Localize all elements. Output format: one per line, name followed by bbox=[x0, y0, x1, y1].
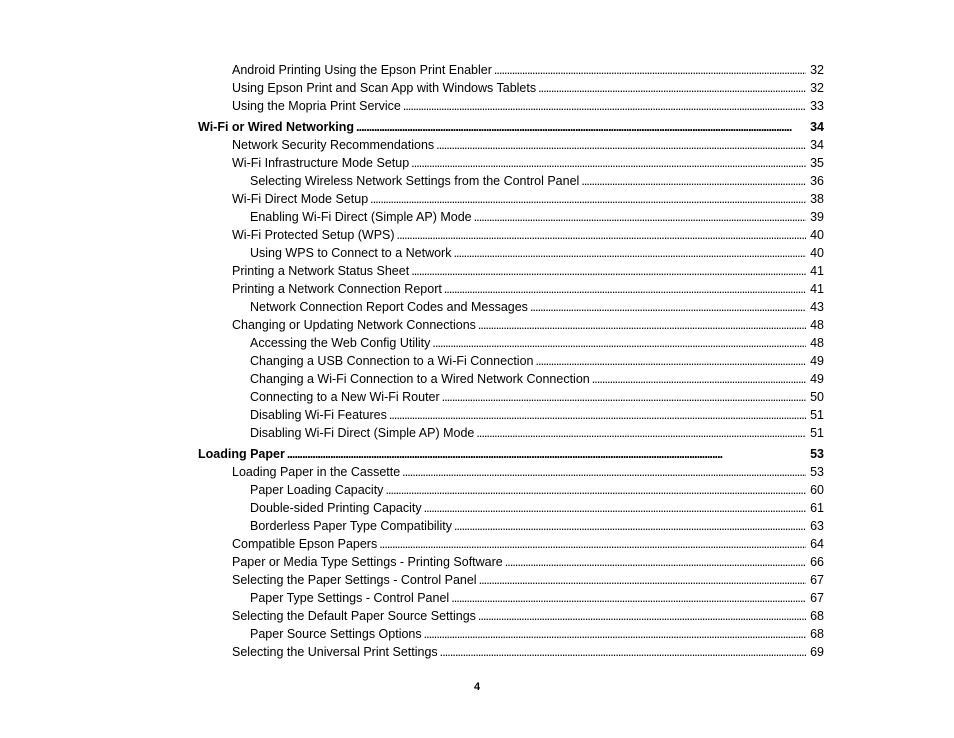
toc-entry-page: 48 bbox=[810, 318, 824, 332]
toc-entry-title: Enabling Wi-Fi Direct (Simple AP) Mode bbox=[250, 210, 472, 224]
toc-entry-title: Wi-Fi Infrastructure Mode Setup bbox=[232, 156, 410, 170]
toc-entry-title: Paper Type Settings - Control Panel bbox=[250, 591, 450, 605]
toc-entry-title: Selecting the Default Paper Source Settings bbox=[232, 609, 476, 623]
toc-entry-page: 49 bbox=[810, 354, 824, 368]
toc-entry[interactable] bbox=[198, 517, 824, 535]
toc-entry[interactable] bbox=[198, 154, 824, 172]
toc-dot-leader bbox=[356, 118, 806, 136]
toc-dot-leader bbox=[402, 463, 806, 481]
toc-dot-leader bbox=[476, 424, 806, 442]
toc-entry-title: Disabling Wi-Fi Direct (Simple AP) Mode bbox=[250, 426, 475, 440]
toc-entry-title: Loading Paper bbox=[198, 447, 285, 461]
toc-entry-title: Using the Mopria Print Service bbox=[232, 99, 401, 113]
toc-dot-leader bbox=[474, 208, 806, 226]
toc-entry-page: 49 bbox=[810, 372, 824, 386]
toc-entry-page: 40 bbox=[810, 228, 824, 242]
toc-entry-title: Network Connection Report Codes and Messages bbox=[250, 300, 528, 314]
toc-entry-page: 39 bbox=[810, 210, 824, 224]
toc-entry-title: Android Printing Using the Epson Print Enabler bbox=[232, 63, 492, 77]
toc-dot-leader bbox=[411, 154, 806, 172]
toc-dot-leader bbox=[479, 571, 806, 589]
toc-entry-page: 41 bbox=[810, 264, 824, 278]
toc-entry-page: 48 bbox=[810, 336, 824, 350]
toc-entry[interactable] bbox=[198, 499, 824, 517]
toc-entry-page: 51 bbox=[810, 408, 824, 422]
toc-entry[interactable] bbox=[198, 589, 824, 607]
toc-entry-title: Printing a Network Status Sheet bbox=[232, 264, 410, 278]
toc-entry-page: 67 bbox=[810, 573, 824, 587]
toc-entry-page: 63 bbox=[810, 519, 824, 533]
toc-entry-page: 40 bbox=[810, 246, 824, 260]
toc-entry-page: 38 bbox=[810, 192, 824, 206]
toc-entry[interactable] bbox=[198, 136, 824, 154]
toc-entry-page: 53 bbox=[810, 447, 824, 461]
toc-entry-page: 60 bbox=[810, 483, 824, 497]
toc-section-heading[interactable] bbox=[198, 118, 824, 136]
toc-entry[interactable] bbox=[198, 79, 824, 97]
toc-entry[interactable] bbox=[198, 61, 824, 79]
toc-entry-page: 64 bbox=[810, 537, 824, 551]
toc-entry-page: 68 bbox=[810, 609, 824, 623]
toc-entry-page: 32 bbox=[810, 63, 824, 77]
toc-entry[interactable] bbox=[198, 481, 824, 499]
toc-entry-title: Changing a Wi-Fi Connection to a Wired Network Connection bbox=[250, 372, 590, 386]
toc-entry-title: Paper Loading Capacity bbox=[250, 483, 384, 497]
toc-entry-title: Wi-Fi Direct Mode Setup bbox=[232, 192, 369, 206]
toc-entry-title: Loading Paper in the Cassette bbox=[232, 465, 401, 479]
toc-entry-page: 34 bbox=[810, 138, 824, 152]
toc-entry-page: 41 bbox=[810, 282, 824, 296]
toc-entry-page: 53 bbox=[810, 465, 824, 479]
toc-entry-title: Borderless Paper Type Compatibility bbox=[250, 519, 452, 533]
toc-entry-title: Wi-Fi or Wired Networking bbox=[198, 120, 355, 134]
toc-dot-leader bbox=[505, 553, 806, 571]
toc-entry[interactable] bbox=[198, 643, 824, 661]
toc-entry[interactable] bbox=[198, 280, 824, 298]
toc-dot-leader bbox=[451, 589, 806, 607]
toc-dot-leader bbox=[442, 388, 806, 406]
toc-entry-page: 34 bbox=[810, 120, 824, 134]
toc-entry[interactable] bbox=[198, 388, 824, 406]
toc-entry[interactable] bbox=[198, 571, 824, 589]
table-of-contents bbox=[198, 61, 824, 661]
toc-dot-leader bbox=[287, 445, 806, 463]
toc-dot-leader bbox=[454, 517, 806, 535]
toc-entry[interactable] bbox=[198, 607, 824, 625]
toc-dot-leader bbox=[581, 172, 806, 190]
toc-dot-leader bbox=[440, 643, 806, 661]
toc-entry[interactable] bbox=[198, 553, 824, 571]
toc-entry-page: 66 bbox=[810, 555, 824, 569]
toc-entry-title: Compatible Epson Papers bbox=[232, 537, 378, 551]
toc-entry-title: Double-sided Printing Capacity bbox=[250, 501, 422, 515]
toc-entry-page: 35 bbox=[810, 156, 824, 170]
page-number: 4 bbox=[473, 681, 481, 693]
toc-entry[interactable] bbox=[198, 244, 824, 262]
toc-entry-page: 43 bbox=[810, 300, 824, 314]
toc-entry-page: 51 bbox=[810, 426, 824, 440]
toc-dot-leader bbox=[389, 406, 806, 424]
toc-dot-leader bbox=[436, 136, 806, 154]
toc-entry-title: Selecting the Paper Settings - Control Panel bbox=[232, 573, 477, 587]
toc-entry[interactable] bbox=[198, 535, 824, 553]
toc-dot-leader bbox=[385, 481, 806, 499]
toc-entry[interactable] bbox=[198, 625, 824, 643]
toc-dot-leader bbox=[411, 262, 806, 280]
toc-dot-leader bbox=[453, 244, 806, 262]
toc-entry-title: Network Security Recommendations bbox=[232, 138, 435, 152]
toc-dot-leader bbox=[478, 607, 806, 625]
toc-entry[interactable] bbox=[198, 190, 824, 208]
toc-entry[interactable] bbox=[198, 172, 824, 190]
toc-entry[interactable] bbox=[198, 406, 824, 424]
toc-dot-leader bbox=[535, 352, 806, 370]
toc-dot-leader bbox=[444, 280, 806, 298]
toc-entry[interactable] bbox=[198, 352, 824, 370]
toc-dot-leader bbox=[432, 334, 806, 352]
toc-dot-leader bbox=[424, 625, 806, 643]
toc-entry-title: Selecting Wireless Network Settings from the Control Panel bbox=[250, 174, 580, 188]
toc-entry[interactable] bbox=[198, 262, 824, 280]
toc-entry[interactable] bbox=[198, 97, 824, 115]
toc-dot-leader bbox=[530, 298, 806, 316]
toc-entry-title: Disabling Wi-Fi Features bbox=[250, 408, 387, 422]
toc-dot-leader bbox=[379, 535, 806, 553]
toc-entry-title: Using Epson Print and Scan App with Windows Tablets bbox=[232, 81, 537, 95]
toc-entry-page: 67 bbox=[810, 591, 824, 605]
toc-entry[interactable] bbox=[198, 424, 824, 442]
toc-entry[interactable] bbox=[198, 226, 824, 244]
toc-entry-page: 69 bbox=[810, 645, 824, 659]
toc-entry[interactable] bbox=[198, 316, 824, 334]
toc-dot-leader bbox=[592, 370, 806, 388]
toc-dot-leader bbox=[478, 316, 806, 334]
toc-entry-page: 36 bbox=[810, 174, 824, 188]
toc-dot-leader bbox=[424, 499, 806, 517]
toc-entry-page: 33 bbox=[810, 99, 824, 113]
toc-entry-title: Paper Source Settings Options bbox=[250, 627, 422, 641]
toc-entry[interactable] bbox=[198, 334, 824, 352]
toc-section-heading[interactable] bbox=[198, 445, 824, 463]
toc-dot-leader bbox=[370, 190, 806, 208]
toc-entry-title: Using WPS to Connect to a Network bbox=[250, 246, 452, 260]
toc-entry-title: Connecting to a New Wi-Fi Router bbox=[250, 390, 440, 404]
toc-dot-leader bbox=[494, 61, 806, 79]
toc-entry-title: Printing a Network Connection Report bbox=[232, 282, 442, 296]
toc-entry-page: 61 bbox=[810, 501, 824, 515]
toc-entry-title: Changing a USB Connection to a Wi-Fi Connection bbox=[250, 354, 534, 368]
toc-entry-title: Changing or Updating Network Connections bbox=[232, 318, 476, 332]
toc-entry-title: Accessing the Web Config Utility bbox=[250, 336, 431, 350]
toc-entry-title: Wi-Fi Protected Setup (WPS) bbox=[232, 228, 395, 242]
toc-dot-leader bbox=[397, 226, 806, 244]
toc-entry-page: 32 bbox=[810, 81, 824, 95]
toc-entry-page: 50 bbox=[810, 390, 824, 404]
toc-entry[interactable] bbox=[198, 463, 824, 481]
toc-entry[interactable] bbox=[198, 298, 824, 316]
toc-entry[interactable] bbox=[198, 208, 824, 226]
toc-entry-title: Paper or Media Type Settings - Printing Software bbox=[232, 555, 503, 569]
toc-dot-leader bbox=[403, 97, 806, 115]
toc-entry-title: Selecting the Universal Print Settings bbox=[232, 645, 438, 659]
toc-dot-leader bbox=[538, 79, 806, 97]
toc-entry[interactable] bbox=[198, 370, 824, 388]
toc-entry-page: 68 bbox=[810, 627, 824, 641]
